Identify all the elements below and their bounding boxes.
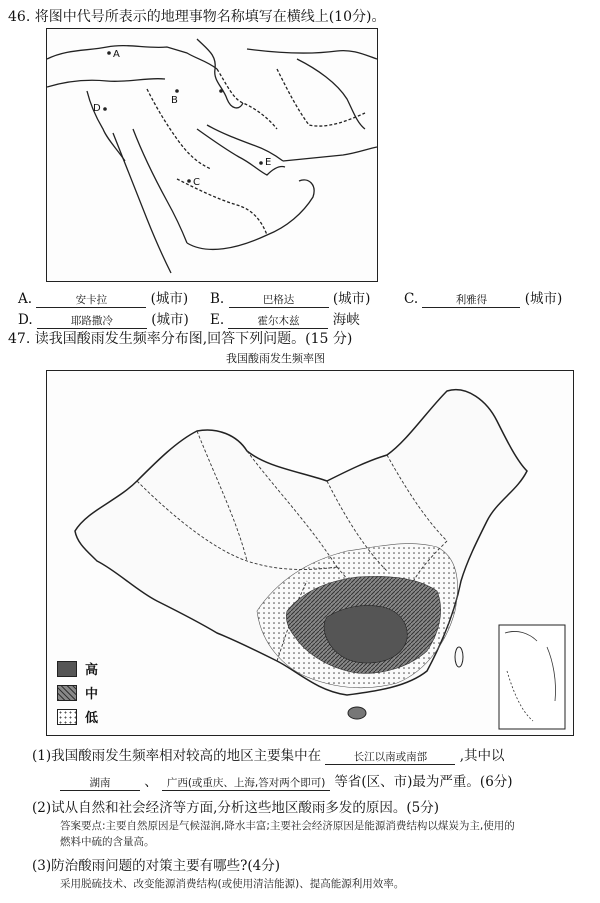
- q46-item-a: A. 安卡拉 (城市): [18, 291, 189, 307]
- answer-region[interactable]: 长江以南或南部: [325, 749, 455, 765]
- map-label-c: C: [193, 177, 200, 188]
- q47-sub2-answer-line1: 答案要点:主要自然原因是气候湿润,降水丰富;主要社会经济原因是能源消费结构以煤炭为主,使用的: [60, 820, 515, 832]
- q46-item-d: D. 耶路撒冷 (城市): [18, 312, 189, 328]
- legend-high-swatch: [57, 661, 77, 677]
- legend-mid-label: 中: [85, 687, 99, 702]
- map-label-b: B: [171, 95, 178, 106]
- answer-c[interactable]: 利雅得: [422, 292, 520, 308]
- q46-item-b: B. 巴格达 (城市): [210, 291, 371, 307]
- answer-d[interactable]: 耶路撒冷: [37, 313, 147, 329]
- answer-b[interactable]: 巴格达: [229, 292, 329, 308]
- china-acid-rain-map: [46, 370, 574, 736]
- q47-sub1-line2: 湖南 、 广西(或重庆、上海,答对两个即可) 等省(区、市)最为严重。(6分): [60, 770, 513, 791]
- map-label-a: A: [113, 49, 120, 60]
- legend-high-label: 高: [85, 663, 99, 678]
- middle-east-map: [46, 28, 378, 282]
- middle-east-map-drawing: [47, 29, 377, 281]
- q47-sub2-answer-line2: 燃料中硫的含量高。: [60, 836, 155, 848]
- q46-item-c: C. 利雅得 (城市): [404, 291, 563, 307]
- china-map-title: 我国酸雨发生频率图: [226, 352, 325, 365]
- map-label-e: E: [265, 157, 272, 168]
- answer-e[interactable]: 霍尔木兹: [228, 313, 328, 329]
- q47-sub3-question: (3)防治酸雨问题的对策主要有哪些?(4分): [32, 858, 280, 874]
- answer-province-2[interactable]: 广西(或重庆、上海,答对两个即可): [162, 775, 330, 791]
- q46-title: 46. 将图中代号所表示的地理事物名称填写在横线上(10分)。: [8, 9, 386, 25]
- answer-a[interactable]: 安卡拉: [36, 292, 146, 308]
- q47-sub3-answer: 采用脱硫技术、改变能源消费结构(或使用清洁能源)、提高能源利用效率。: [60, 878, 405, 890]
- q47-sub2-question: (2)试从自然和社会经济等方面,分析这些地区酸雨多发的原因。(5分): [32, 800, 440, 816]
- answer-province-1[interactable]: 湖南: [60, 775, 140, 791]
- q47-sub1-line1: (1)我国酸雨发生频率相对较高的地区主要集中在 长江以南或南部 ,其中以: [32, 748, 505, 764]
- china-map-drawing: [47, 371, 573, 735]
- legend-low-swatch: [57, 709, 77, 725]
- legend-low-label: 低: [85, 711, 99, 726]
- legend-mid-swatch: [57, 685, 77, 701]
- map-label-d: D: [93, 103, 101, 114]
- q47-title: 47. 读我国酸雨发生频率分布图,回答下列问题。(15 分): [8, 331, 353, 347]
- q46-item-e: E. 霍尔木兹 海峡: [210, 312, 360, 328]
